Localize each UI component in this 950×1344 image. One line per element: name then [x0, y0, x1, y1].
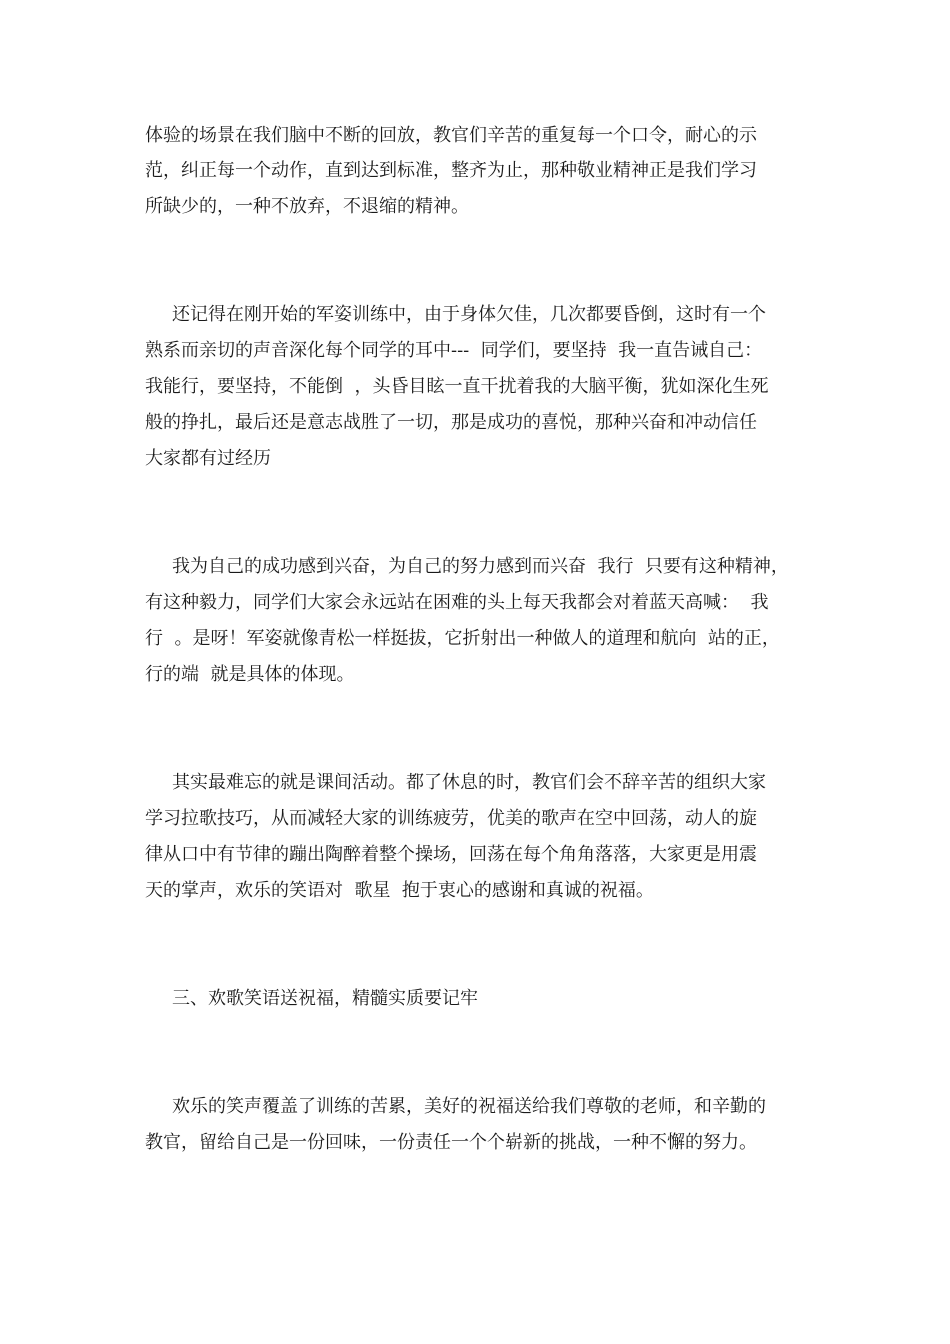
text-line: 我能行，要坚持，不能倒 ，头昏目眩一直干扰着我的大脑平衡，犹如深化生死 [145, 376, 769, 397]
text-line: 行的端 就是具体的体现。 [145, 664, 355, 685]
text-line: 三、欢歌笑语送祝福，精髓实质要记牢 [172, 988, 478, 1009]
text-line: 熟系而亲切的声音深化每个同学的耳中--- 同学们，要坚持 我一直告诫自己： [145, 340, 763, 361]
text-line: 范，纠正每一个动作，直到达到标准，整齐为止，那种敬业精神正是我们学习 [145, 160, 757, 181]
text-line: 我为自己的成功感到兴奋，为自己的努力感到而兴奋 我行 只要有这种精神， [172, 556, 789, 577]
text-line: 体验的场景在我们脑中不断的回放，教官们辛苦的重复每一个口令，耐心的示 [145, 125, 757, 146]
text-line: 般的挣扎，最后还是意志战胜了一切，那是成功的喜悦，那种兴奋和冲动信任 [145, 412, 757, 433]
text-line: 还记得在刚开始的军姿训练中，由于身体欠佳，几次都要昏倒，这时有一个 [172, 304, 766, 325]
text-line: 有这种毅力，同学们大家会永远站在困难的头上每天我都会对着蓝天高喊： 我 [145, 592, 769, 613]
text-line: 大家都有过经历 [145, 448, 271, 469]
text-line: 行 。是呀！军姿就像青松一样挺拔，它折射出一种做人的道理和航向 站的正， [145, 628, 780, 649]
text-line: 所缺少的，一种不放弃，不退缩的精神。 [145, 196, 469, 217]
text-line: 其实最难忘的就是课间活动。都了休息的时，教官们会不辞辛苦的组织大家 [172, 772, 766, 793]
text-line: 学习拉歌技巧，从而减轻大家的训练疲劳，优美的歌声在空中回荡，动人的旋 [145, 808, 757, 829]
text-line: 律从口中有节律的蹦出陶醉着整个操场，回荡在每个角角落落，大家更是用震 [145, 844, 757, 865]
text-line: 教官，留给自己是一份回味，一份责任一个个崭新的挑战，一种不懈的努力。 [145, 1132, 757, 1153]
text-line: 天的掌声，欢乐的笑语对 歌星 抱于衷心的感谢和真诚的祝福。 [145, 880, 654, 901]
text-line: 欢乐的笑声覆盖了训练的苦累，美好的祝福送给我们尊敬的老师，和辛勤的 [172, 1096, 766, 1117]
